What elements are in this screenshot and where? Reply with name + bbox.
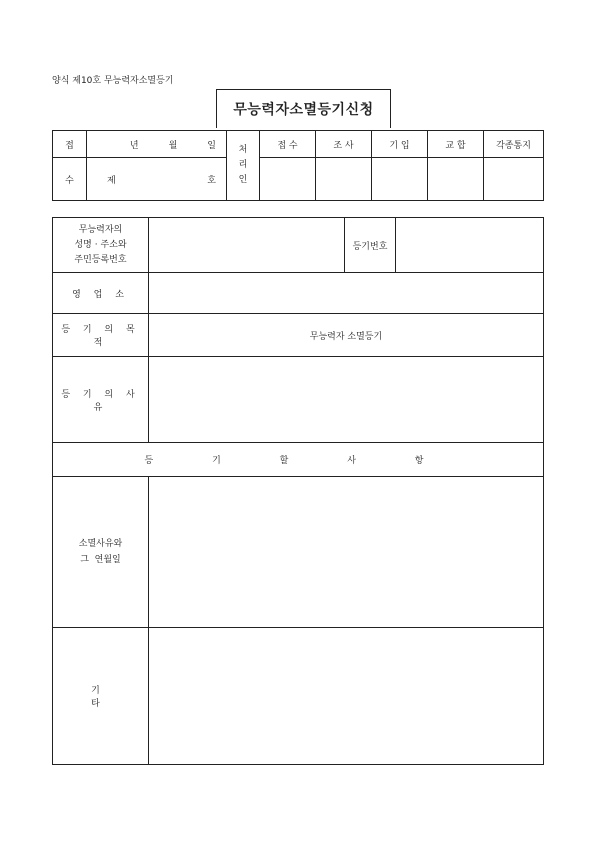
extinction-label-line-1: 소멸사유와: [78, 539, 123, 549]
stamp-entry[interactable]: [372, 158, 428, 201]
cause-label: 등 기 의 사 유: [53, 357, 149, 443]
cause-input[interactable]: [149, 357, 544, 443]
extinction-label: [53, 477, 149, 628]
col-header-receipt: 접 수: [260, 131, 316, 158]
processor-char-2: 리: [238, 160, 248, 170]
processor-char-1: 처: [238, 145, 248, 155]
receipt-table: [52, 130, 544, 201]
other-input[interactable]: [149, 628, 544, 765]
month-label: 월: [168, 140, 178, 151]
stamp-review[interactable]: [316, 158, 372, 201]
stamp-receipt[interactable]: [260, 158, 316, 201]
col-header-notice: 각종통지: [484, 131, 544, 158]
receipt-label-su: 수: [53, 158, 87, 201]
matters-header: 등 기 할 사 항: [53, 443, 544, 477]
purpose-value[interactable]: 무능력자 소멸등기: [149, 314, 544, 357]
day-label: 일: [207, 140, 216, 151]
receipt-number-cell[interactable]: [87, 158, 227, 201]
processor-label: [227, 131, 260, 201]
col-header-entry: 기 입: [372, 131, 428, 158]
receipt-date-cell[interactable]: [87, 131, 227, 158]
col-header-review: 조 사: [316, 131, 372, 158]
page-title: [216, 89, 391, 128]
number-prefix: 제: [107, 175, 116, 186]
person-label-line-2: 성명 · 주소와: [74, 239, 127, 250]
person-label-line-3: 주민등록번호: [74, 254, 127, 265]
other-label: 기 타: [53, 628, 149, 765]
stamp-notice[interactable]: [484, 158, 544, 201]
form-label: 양식 제10호 무능력자소멸등기: [52, 76, 174, 86]
number-suffix: 호: [207, 175, 216, 186]
reg-no-label: 등기번호: [345, 218, 396, 273]
year-label: 년: [129, 140, 139, 151]
receipt-label-jeop: 접: [53, 131, 87, 158]
purpose-label: 등 기 의 목 적: [53, 314, 149, 357]
person-input[interactable]: [149, 218, 345, 273]
person-label: [53, 218, 149, 273]
stamp-check[interactable]: [428, 158, 484, 201]
business-input[interactable]: [149, 273, 544, 314]
extinction-input[interactable]: [149, 477, 544, 628]
processor-char-3: 인: [238, 175, 248, 185]
extinction-label-line-2: 그 연월일: [80, 555, 121, 565]
person-label-line-1: 무능력자의: [78, 224, 123, 235]
business-label: 영 업 소: [53, 273, 149, 314]
main-table: [52, 217, 544, 765]
col-header-check: 교 합: [428, 131, 484, 158]
title-text: 무능력자소멸등기신청: [233, 102, 374, 118]
reg-no-input[interactable]: [396, 218, 544, 273]
